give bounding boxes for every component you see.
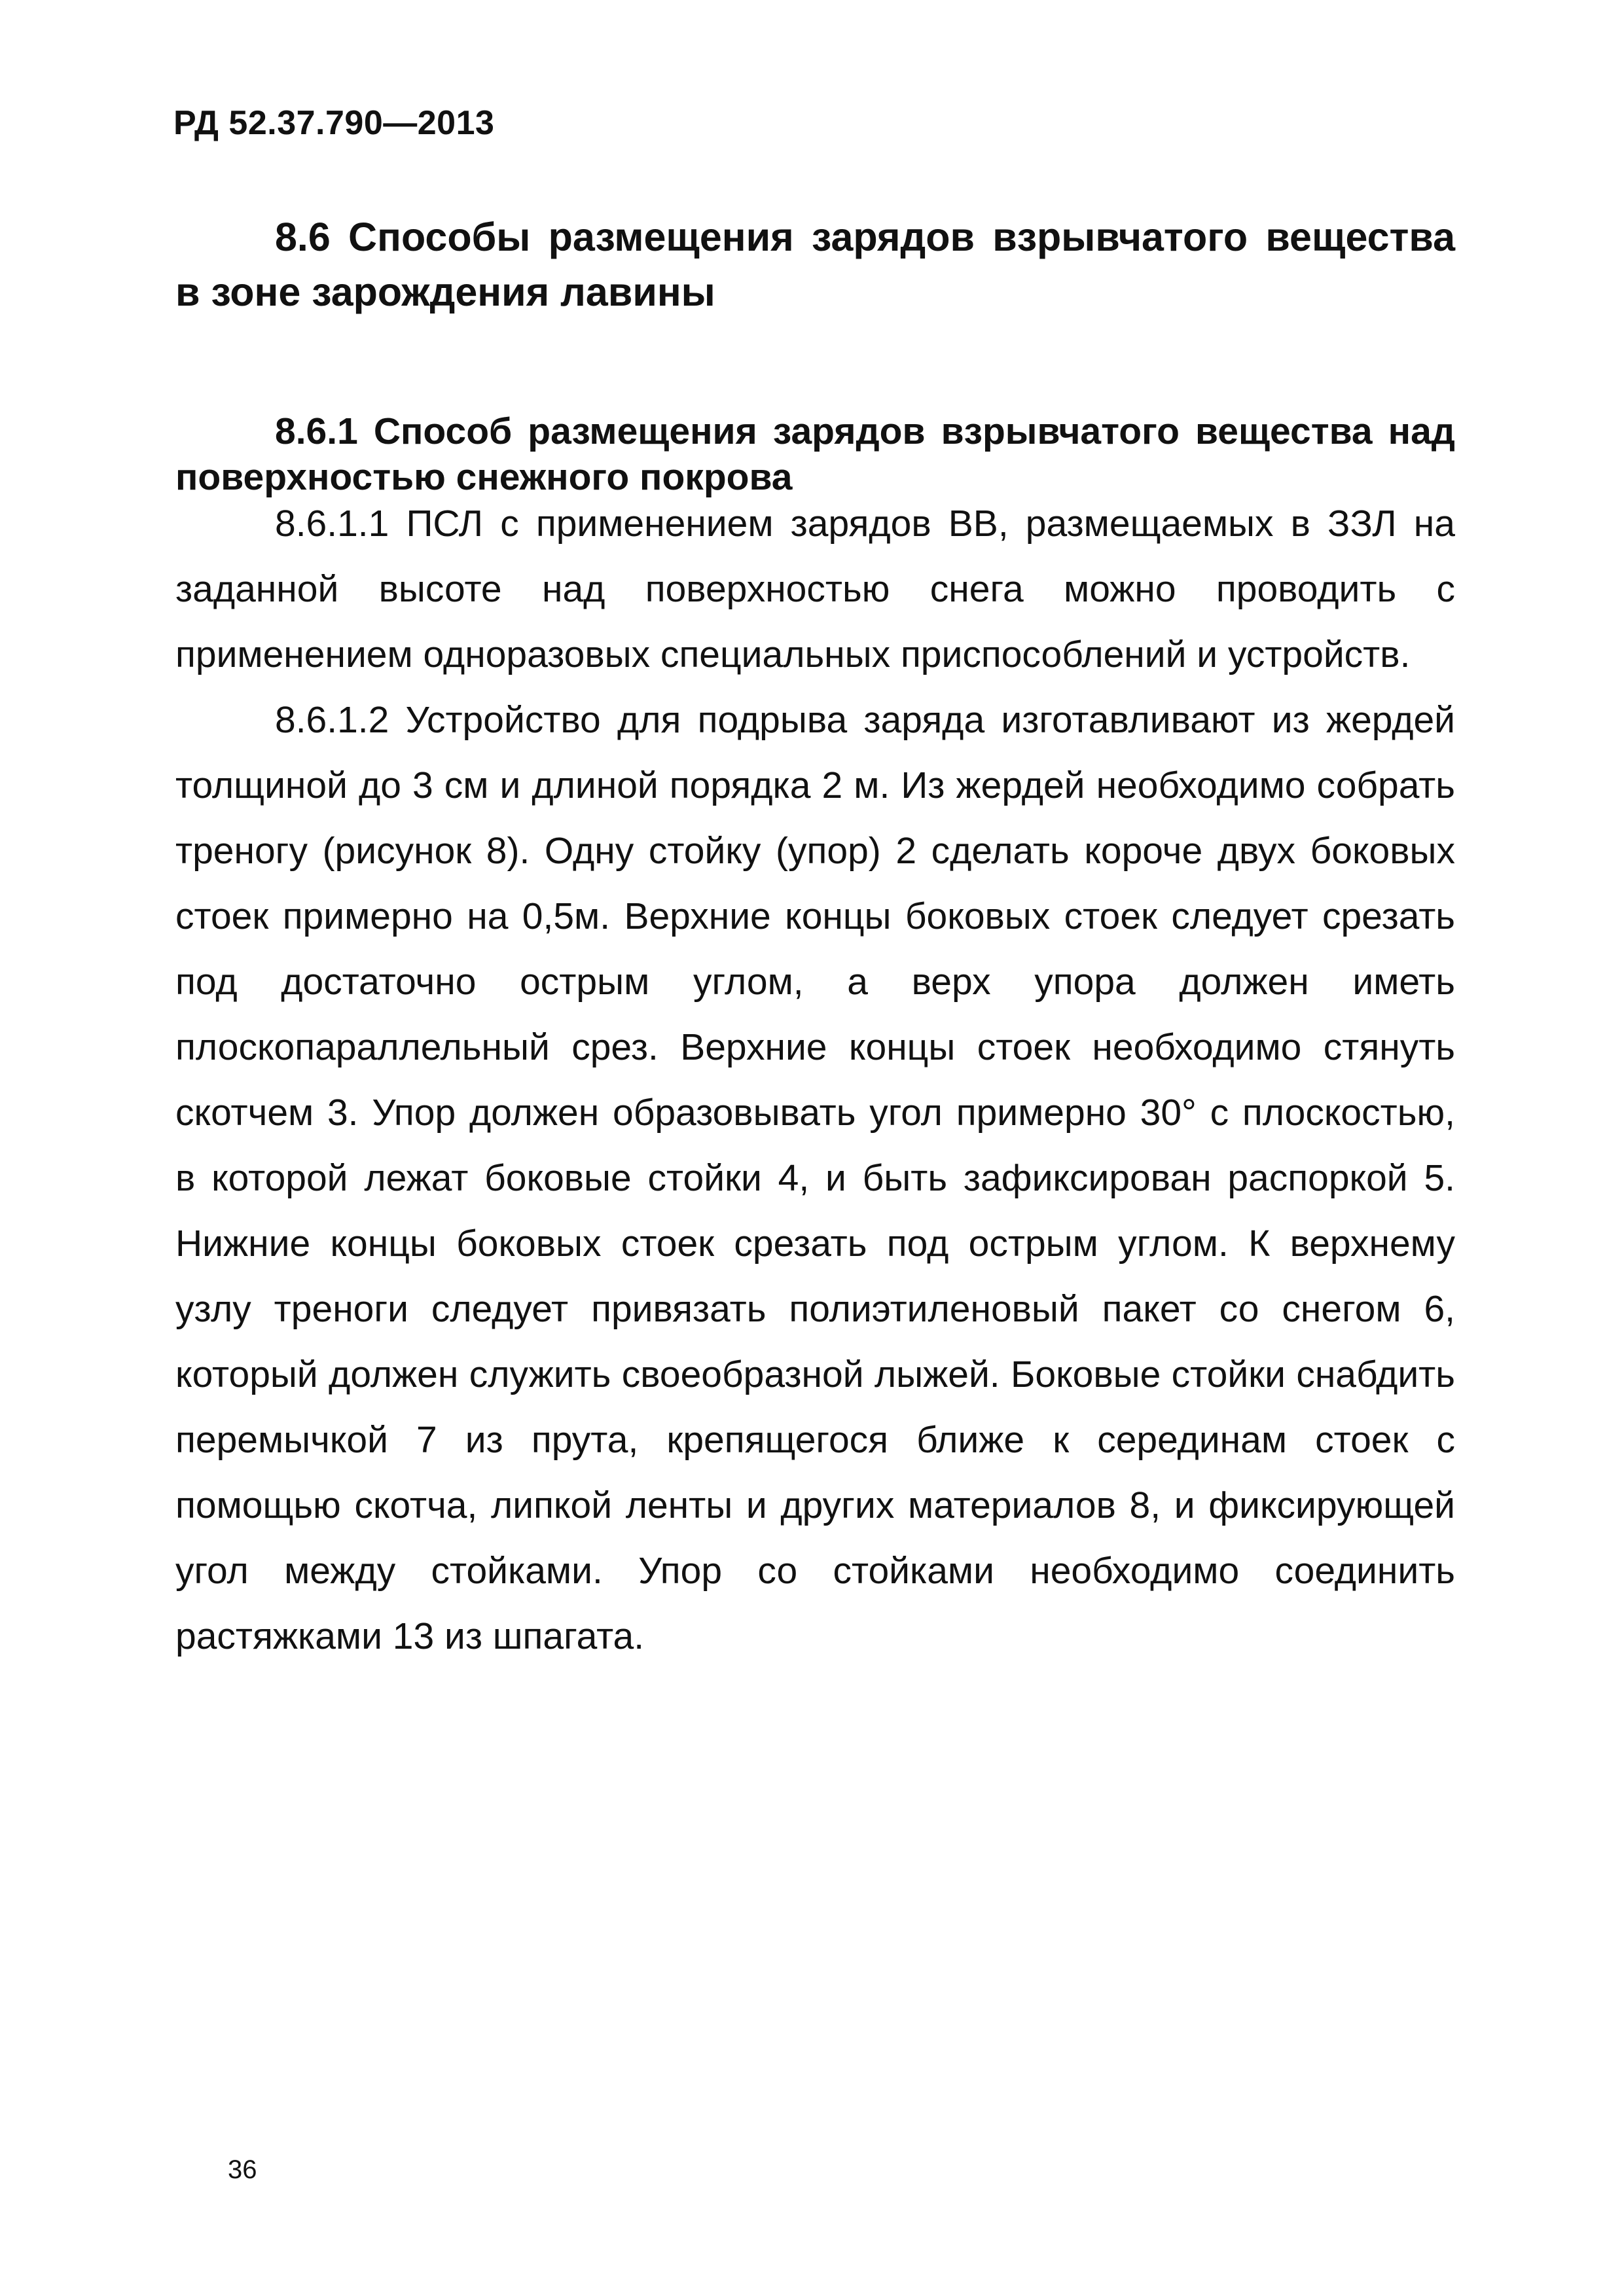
subsection-heading: 8.6.1 Способ размещения зарядов взрывчатого вещества над поверхностью снежного покрова: [175, 410, 1455, 498]
paragraph: 8.6.1.2 Устройство для подрыва заряда изготавливают из жердей толщиной до 3 см и длиной порядка 2 м. Из жердей необходимо собрать треногу (рисунок 8). Одну стойку (упор) 2 сделать короче двух боковых стоек примерно на 0,5м. Верхние концы боковых стоек следует срезать под достаточно острым углом, а верх упора должен иметь плоскопараллельный срез. Верхние концы стоек необходимо стянуть скотчем 3. Упор должен образовывать угол примерно 30° с плоскостью, в которой лежат боковые стойки 4, и быть зафиксирован распоркой 5. Нижние концы боковых стоек срезать под острым углом. К верхнему узлу треноги следует привязать полиэтиленовый пакет со снегом 6, который должен служить своеобразной лыжей. Боковые стойки снабдить перемычкой 7 из прута, крепящегося ближе к серединам стоек с помощью скотча, липкой ленты и других материалов 8, и фиксирующей угол между стойками. Упор со стойками необходимо соединить растяжками 13 из шпагата.: [175, 699, 1455, 1657]
paragraph: 8.6.1.1 ПСЛ с применением зарядов ВВ, размещаемых в ЗЗЛ на заданной высоте над поверхностью снега можно проводить с применением одноразовых специальных приспособлений и устройств.: [175, 503, 1455, 675]
document-code: РД 52.37.790—2013: [173, 104, 495, 142]
section-heading: 8.6 Способы размещения зарядов взрывчатого вещества в зоне зарождения лавины: [175, 215, 1455, 314]
page-content: [175, 209, 1455, 1669]
page-number: 36: [228, 2155, 257, 2184]
